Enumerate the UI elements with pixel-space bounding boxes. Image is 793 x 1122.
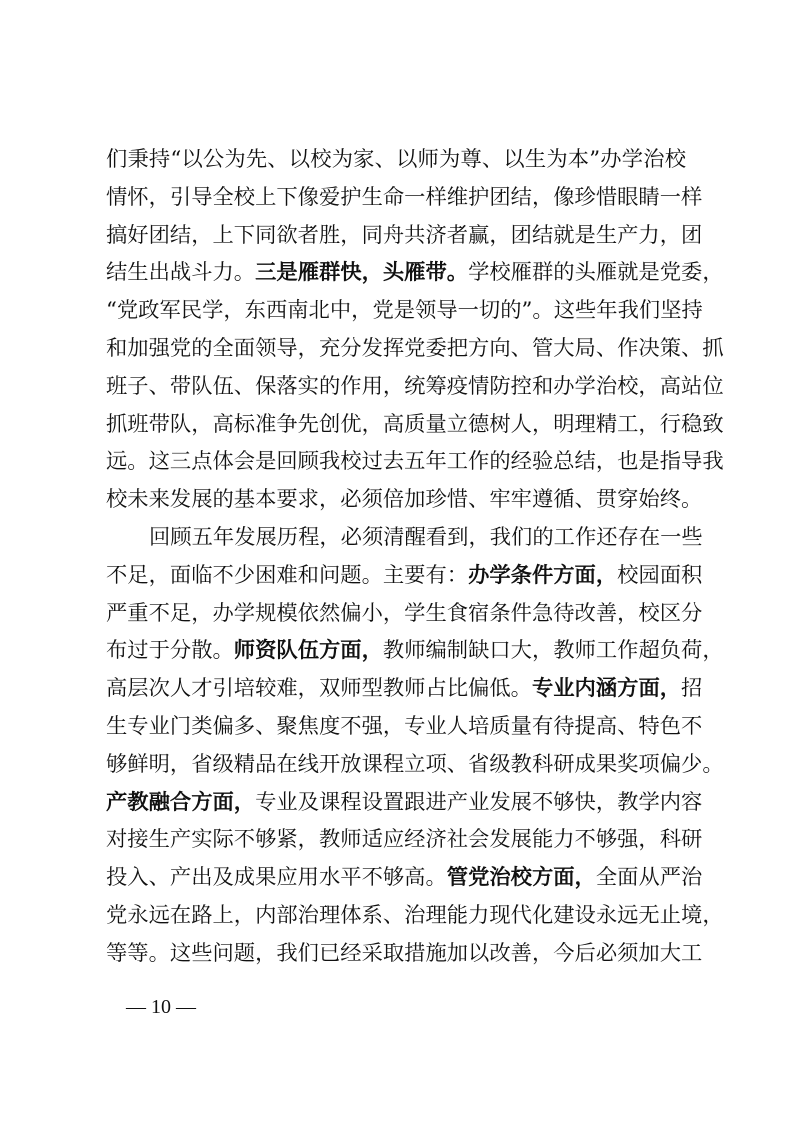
text-run: “党政军民学，东西南北中，党是领导一切的”。这些年我们坚持 bbox=[106, 298, 703, 324]
text-run: 生专业门类偏多、聚焦度不强，专业人培质量有待提高、特色不 bbox=[106, 714, 703, 739]
bold-heading: 师资队伍方面， bbox=[233, 638, 383, 664]
body-line bbox=[106, 861, 703, 895]
text-run: 回顾五年发展历程，必须清醒看到，我们的工作还存在一些 bbox=[149, 525, 703, 550]
bold-heading: 办学条件方面， bbox=[468, 562, 618, 588]
bold-heading: 产教融合方面， bbox=[106, 789, 256, 815]
body-line bbox=[106, 672, 703, 706]
text-run: 教师编制缺口大，教师工作超负荷， bbox=[382, 638, 724, 664]
text-run: 搞好团结，上下同欲者胜，同舟共济者赢，团结就是生产力，团 bbox=[106, 222, 703, 248]
body-line bbox=[106, 445, 724, 479]
text-run: 抓班带队，高标准争先创优，高质量立德树人，明理精工，行稳致 bbox=[106, 411, 724, 437]
text-run: 不足，面临不少困难和问题。主要有： bbox=[106, 562, 469, 588]
text-run: 招 bbox=[681, 676, 703, 702]
text-run: 远。这三点体会是回顾我校过去五年工作的经验总结，也是指导我 bbox=[106, 449, 724, 475]
body-line bbox=[106, 294, 703, 328]
text-run: 情怀，引导全校上下像爱护生命一样维护团结，像珍惜眼睛一样 bbox=[106, 184, 703, 210]
body-line bbox=[106, 899, 724, 933]
body-line bbox=[149, 521, 703, 555]
page-number: — 10 — bbox=[126, 996, 196, 1018]
body-line bbox=[106, 483, 703, 517]
body-line bbox=[106, 408, 724, 442]
body-line bbox=[106, 937, 703, 971]
body-line bbox=[106, 710, 703, 744]
text-run: 结生出战斗力。 bbox=[106, 260, 256, 286]
bold-heading: 专业内涵方面， bbox=[531, 676, 682, 702]
body-line bbox=[106, 559, 703, 593]
text-run: 党永远在路上，内部治理体系、治理能力现代化建设永远无止境， bbox=[106, 903, 724, 928]
text-run: 投入、产出及成果应用水平不够高。 bbox=[106, 865, 447, 891]
body-line bbox=[106, 181, 703, 215]
body-line bbox=[106, 143, 686, 177]
body-line bbox=[106, 256, 724, 290]
text-run: 布过于分散。 bbox=[106, 638, 234, 664]
body-line bbox=[106, 597, 703, 631]
body-line bbox=[106, 786, 703, 820]
text-run: 学校雁群的头雁就是党委， bbox=[468, 260, 724, 286]
text-run: 班子、带队伍、保落实的作用，统筹疫情防控和办学治校，高站位 bbox=[106, 373, 724, 399]
text-run: 高层次人才引培较难，双师型教师占比偏低。 bbox=[106, 676, 532, 702]
text-run: 专业及课程设置跟进产业发展不够快，教学内容 bbox=[255, 789, 703, 815]
text-run: 够鲜明，省级精品在线开放课程立项、省级教科研成果奖项偏少。 bbox=[106, 751, 724, 777]
body-line bbox=[106, 332, 724, 366]
text-run: 严重不足，办学规模依然偏小，学生食宿条件急待改善，校区分 bbox=[106, 600, 703, 626]
body-line bbox=[106, 370, 724, 404]
bold-heading: 管党治校方面， bbox=[446, 865, 596, 891]
text-run: 等等。这些问题，我们已经采取措施加以改善，今后必须加大工 bbox=[106, 940, 703, 966]
text-run: 们秉持“以公为先、以校为家、以师为尊、以生为本”办学治校 bbox=[106, 147, 686, 172]
bold-heading: 三是雁群快，头雁带。 bbox=[255, 260, 469, 286]
text-run: 对接生产实际不够紧，教师适应经济社会发展能力不够强，科研 bbox=[106, 827, 703, 853]
body-line bbox=[106, 219, 703, 253]
body-line bbox=[106, 748, 724, 782]
body-line bbox=[106, 634, 724, 668]
text-run: 和加强党的全面领导，充分发挥党委把方向、管大局、作决策、抓 bbox=[106, 336, 724, 361]
body-line bbox=[106, 823, 703, 857]
text-run: 校未来发展的基本要求，必须倍加珍惜、牢牢遵循、贯穿始终。 bbox=[106, 487, 703, 513]
text-run: 全面从严治 bbox=[595, 865, 703, 891]
text-run: 校园面积 bbox=[617, 562, 703, 588]
